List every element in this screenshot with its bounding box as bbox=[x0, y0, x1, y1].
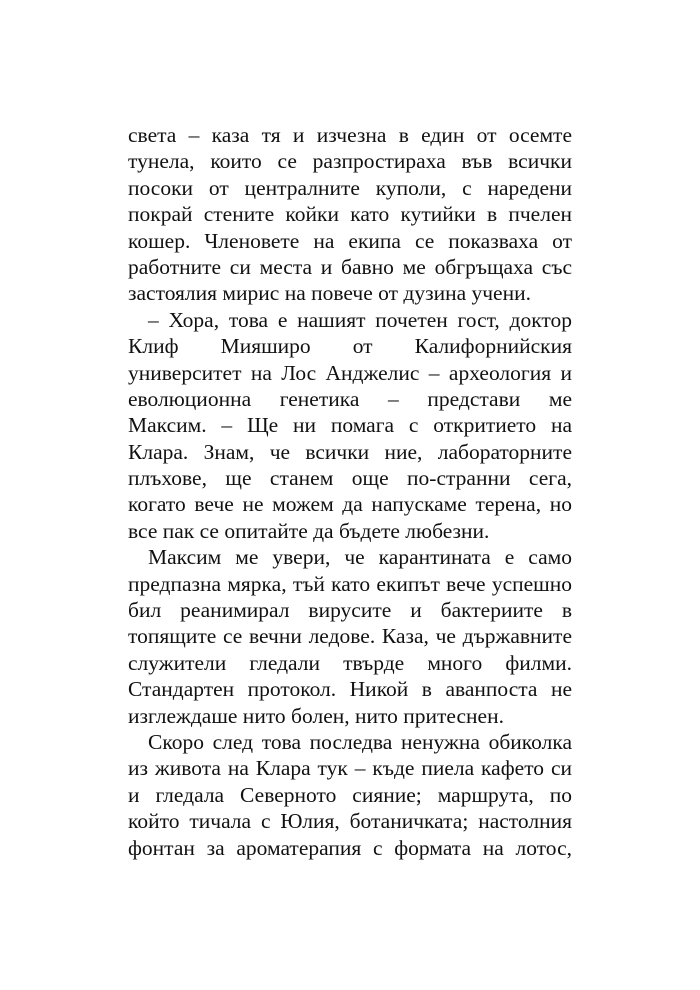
text-line: тунела, които се разпростираха във всички bbox=[128, 149, 572, 174]
text-line: предпазна мярка, тъй като екипът вече успешно bbox=[128, 571, 572, 596]
text-line: посоки от централните куполи, с наредени bbox=[128, 175, 572, 200]
text-line: фонтан за ароматерапия с формата на лотос, bbox=[128, 835, 572, 860]
text-line: бил реанимирал вирусите и бактериите в bbox=[128, 598, 572, 623]
text-line: който тичала с Юлия, ботаничката; настолния bbox=[128, 809, 572, 834]
text-line: Стандартен протокол. Никой в аванпоста не bbox=[128, 677, 572, 702]
text-line: покрай стените койки като кутийки в пчелен bbox=[128, 202, 572, 227]
body-text bbox=[128, 122, 572, 861]
text-line: – Хора, това е нашият почетен гост, доктор bbox=[148, 307, 572, 332]
text-line: из живота на Клара тук – къде пиела кафето си bbox=[128, 756, 572, 781]
text-line: кошер. Членовете на екипа се показваха от bbox=[128, 228, 572, 253]
text-line: Клиф Мияширо от Калифорнийския bbox=[128, 334, 572, 359]
text-line: изглеждаше нито болен, нито притеснен. bbox=[128, 703, 504, 728]
text-line: Максим. – Ще ни помага с откритието на bbox=[128, 413, 572, 438]
text-line: все пак се опитайте да бъдете любезни. bbox=[128, 518, 490, 543]
text-line: плъхове, ще станем още по-странни сега, bbox=[128, 466, 572, 491]
text-line: топящите се вечни ледове. Каза, че държавните bbox=[128, 624, 572, 649]
text-line: служители гледали твърде много филми. bbox=[128, 650, 572, 675]
text-line: когато вече не можем да напускаме терена, но bbox=[128, 492, 572, 517]
text-line: Клара. Знам, че всички ние, лабораторните bbox=[128, 439, 572, 464]
text-line: Скоро след това последва ненужна обиколка bbox=[148, 729, 572, 754]
text-line: еволюционна генетика – представи ме bbox=[128, 386, 572, 411]
text-line: и гледала Северното сияние; маршрута, по bbox=[128, 782, 572, 807]
text-line: Максим ме увери, че карантината е само bbox=[148, 545, 572, 570]
text-line: работните си места и бавно ме обгръщаха със bbox=[128, 254, 572, 279]
text-line: застоялия мирис на повече от дузина учени. bbox=[128, 281, 531, 306]
text-line: света – каза тя и изчезна в един от осемте bbox=[128, 123, 572, 147]
text-line: университет на Лос Анджелис – археология и bbox=[128, 360, 572, 385]
